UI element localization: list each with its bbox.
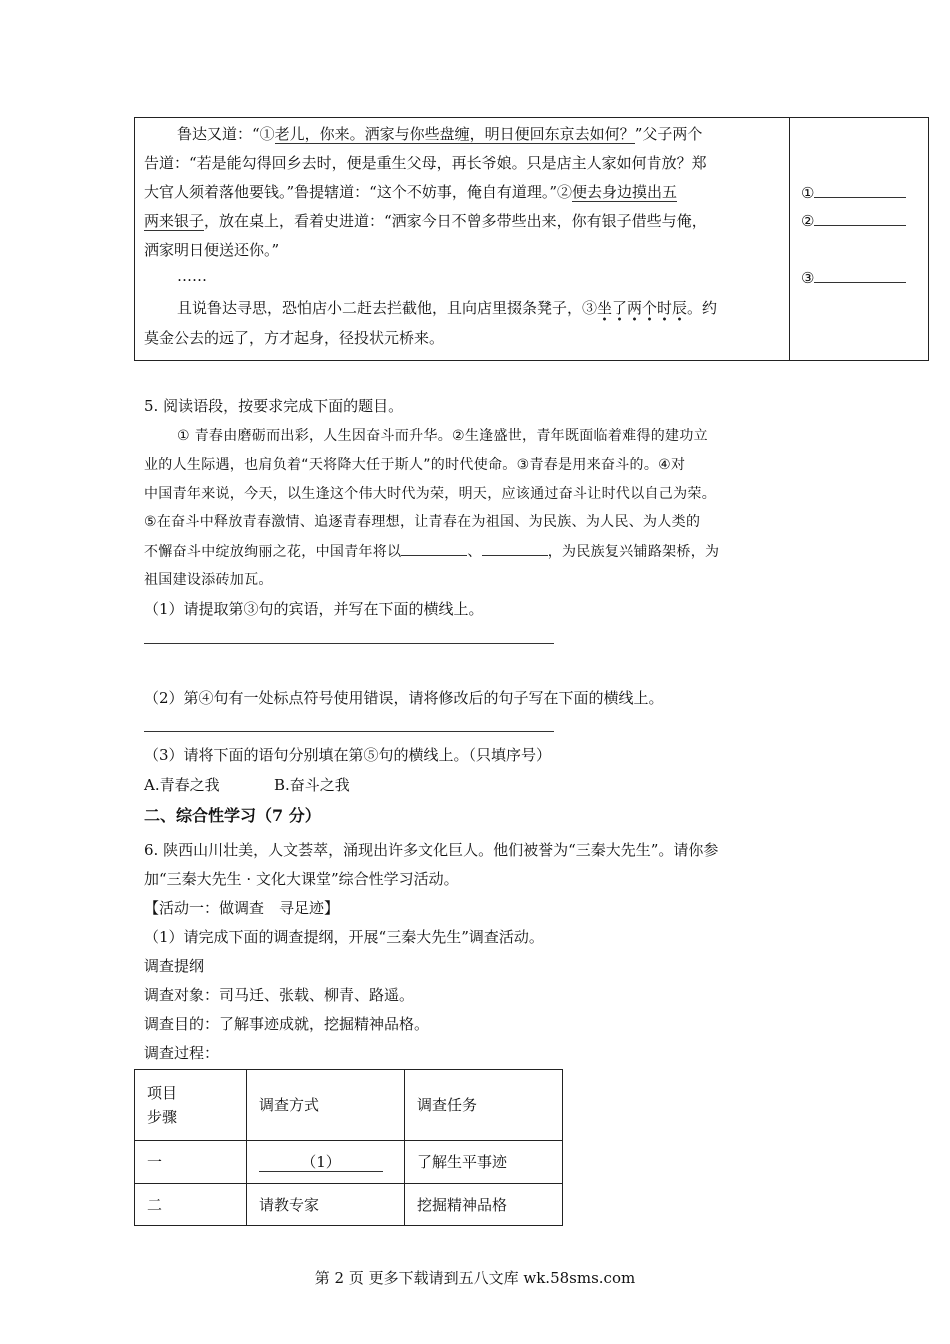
q5-sub3: （3）请将下面的语句分别填在第⑤句的横线上。（只填序号） — [144, 746, 552, 764]
header-task: 调查任务 — [405, 1070, 563, 1141]
table-header-row — [135, 1070, 563, 1141]
q5-para-line-3: 中国青年来说，今天，以生逢这个伟大时代为荣，明天，应该通过奋斗让时代以自己为荣。 — [144, 486, 716, 502]
passage-line-6: 且说鲁达寻思，恐怕店小二赶去拦截他，且向店里掇条凳子，③坐了两个时辰。约 — [177, 298, 717, 318]
row1-task: 了解生平事迹 — [405, 1141, 563, 1184]
survey-table — [134, 1069, 563, 1226]
row2-task: 挖掘精神品格 — [405, 1184, 563, 1226]
passage-ellipsis: …… — [177, 267, 207, 285]
table-row — [135, 1141, 563, 1184]
answer-blank-1[interactable]: ① — [801, 183, 906, 203]
passage-line-2: 告道：“若是能勾得回乡去时，便是重生父母，再长爷娘。只是店主人家如何肯放？郑 — [144, 154, 707, 172]
table-row — [135, 1184, 563, 1226]
answer-blank-2[interactable]: ② — [801, 211, 906, 231]
survey-process: 调查过程： — [144, 1044, 220, 1062]
page-footer: 第 2 页 更多下载请到五八文库 wk.58sms.com — [314, 1269, 636, 1287]
passage-line-1: 鲁达又道：“①老儿，你来。洒家与你些盘缠，明日便回东京去如何？”父子两个 — [177, 125, 703, 143]
passage-line-4: 两来银子，放在桌上，看着史进道：“洒家今日不曾多带些出来，你有银子借些与俺， — [144, 212, 707, 230]
para-blank-2[interactable] — [482, 541, 548, 556]
row2-step: 二 — [135, 1184, 247, 1226]
q6-line-2: 加“三秦大先生 · 文化大课堂”综合性学习活动。 — [144, 870, 459, 888]
option-b: B.奋斗之我 — [274, 776, 350, 794]
column-divider — [789, 118, 790, 360]
survey-purpose: 调查目的：了解事迹成就，挖掘精神品格。 — [144, 1015, 430, 1033]
q6-line-1: 6. 陕西山川壮美，人文荟萃，涌现出许多文化巨人。他们被誉为“三秦大先生”。请你参 — [144, 841, 719, 859]
row1-method-blank[interactable]: （1） — [247, 1141, 405, 1184]
passage-line-7: 莫金公去的远了，方才起身，径投状元桥来。 — [144, 329, 445, 347]
row1-step: 一 — [135, 1141, 247, 1184]
survey-targets: 调查对象：司马迁、张载、柳青、路遥。 — [144, 986, 415, 1004]
q5-para-line-5: 不懈奋斗中绽放绚丽之花，中国青年将以 、 ，为民族复兴铺路架桥，为 — [144, 541, 719, 562]
answer-line-1[interactable] — [144, 643, 554, 644]
q6-sub1: （1）请完成下面的调查提纲，开展“三秦大先生”调查活动。 — [144, 928, 544, 946]
option-a: A.青春之我 — [144, 776, 220, 794]
header-method: 调查方式 — [247, 1070, 405, 1141]
underlined-sentence-2b: 两来银子 — [144, 212, 205, 230]
q5-para-line-1: ① 青春由磨砺而出彩，人生因奋斗而升华。②生逢盛世，青年既面临着难得的建功立 — [177, 428, 708, 444]
passage-line-3: 大官人须着落他要钱。”鲁提辖道：“这个不妨事，俺自有道理。”②便去身边摸出五 — [144, 183, 678, 201]
row2-method: 请教专家 — [247, 1184, 405, 1226]
q5-sub2: （2）第④句有一处标点符号使用错误，请将修改后的句子写在下面的横线上。 — [144, 689, 664, 707]
q5-para-line-2: 业的人生际遇，也肩负着“天将降大任于斯人”的时代使命。③青春是用来奋斗的。④对 — [144, 457, 686, 473]
underlined-sentence-1: 老儿，你来。洒家与你些盘缠，明日便回东京去如何？ — [274, 125, 635, 143]
answer-blank-3[interactable]: ③ — [801, 268, 906, 288]
dotted-phrase-3: 坐了两个时辰 — [597, 299, 687, 322]
outline-title: 调查提纲 — [144, 957, 205, 975]
q5-para-line-6: 祖国建设添砖加瓦。 — [144, 572, 273, 588]
header-item-step: 项目 步骤 — [135, 1070, 247, 1141]
q5-para-line-4: ⑤在奋斗中释放青春激情、追逐青春理想，让青春在为祖国、为民族、为人民、为人类的 — [144, 514, 701, 530]
activity1-title: 【活动一：做调查 寻足迹】 — [144, 899, 340, 917]
para-blank-1[interactable] — [401, 541, 467, 556]
passage-line-5: 洒家明日便送还你。” — [144, 241, 280, 259]
answer-line-2[interactable] — [144, 731, 554, 732]
q5-sub1: （1）请提取第③句的宾语，并写在下面的横线上。 — [144, 600, 484, 618]
q5-title: 5. 阅读语段，按要求完成下面的题目。 — [144, 397, 404, 415]
underlined-sentence-2a: 便去身边摸出五 — [572, 183, 678, 201]
section2-heading: 二、综合性学习（7 分） — [144, 806, 321, 825]
